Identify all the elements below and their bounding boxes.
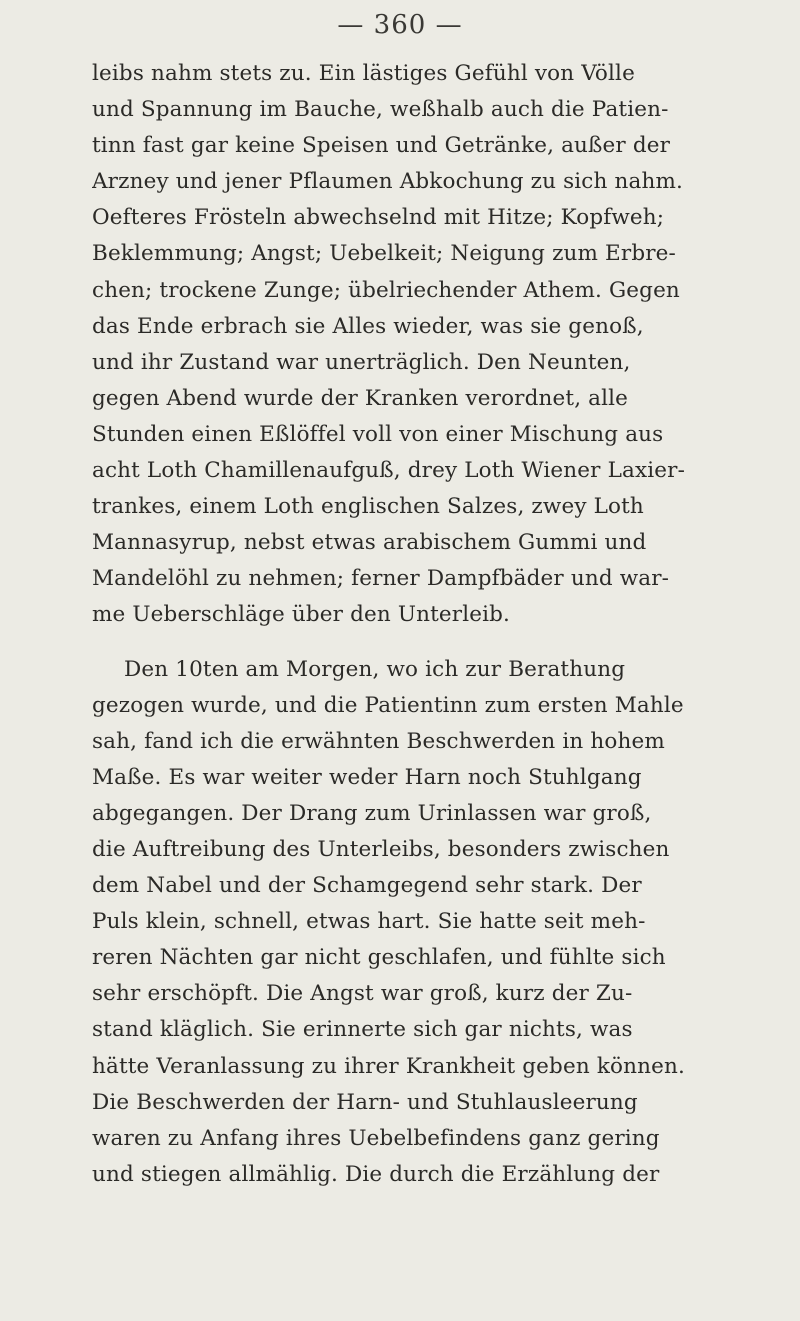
text-line: Puls klein, schnell, etwas hart. Sie hatte seit meh- <box>92 909 646 935</box>
text-line: tinn fast gar keine Speisen und Getränke, außer der <box>92 133 671 159</box>
text-line: Beklemmung; Angst; Uebelkeit; Neigung zum Erbre- <box>92 241 676 267</box>
text-line: und Spannung im Bauche, weßhalb auch die Patien- <box>92 97 669 123</box>
text-line: me Ueberschläge über den Unterleib. <box>92 602 511 628</box>
text-line: Den 10ten am Morgen, wo ich zur Berathung <box>124 656 626 682</box>
text-line: die Auftreibung des Unterleibs, besonders zwischen <box>92 836 670 862</box>
paragraph <box>92 652 732 1193</box>
text-line: Oefteres Frösteln abwechselnd mit Hitze; Kopfweh; <box>92 205 665 231</box>
text-line: Mandelöhl zu nehmen; ferner Dampfbäder und war- <box>92 566 670 592</box>
text-line: gezogen wurde, und die Patientinn zum ersten Mahle <box>92 692 684 718</box>
text-line: hätte Veranlassung zu ihrer Krankheit geben können. <box>92 1053 685 1079</box>
text-line: reren Nächten gar nicht geschlafen, und fühlte sich <box>92 945 666 971</box>
text-line: dem Nabel und der Schamgegend sehr stark. Der <box>92 873 642 899</box>
text-line: leibs nahm stets zu. Ein lästiges Gefühl von Völle <box>92 61 635 86</box>
text-line: und ihr Zustand war unerträglich. Den Neunten, <box>92 349 631 375</box>
text-line: Arzney und jener Pflaumen Abkochung zu sich nahm. <box>92 169 683 195</box>
paragraph <box>92 56 732 634</box>
text-line: sehr erschöpft. Die Angst war groß, kurz der Zu- <box>92 981 633 1007</box>
text-line: Stunden einen Eßlöffel voll von einer Mischung aus <box>92 421 664 447</box>
text-line: Maße. Es war weiter weder Harn noch Stuhlgang <box>92 764 642 790</box>
text-line: Die Beschwerden der Harn- und Stuhlausleerung <box>92 1089 638 1115</box>
text-line: Mannasyrup, nebst etwas arabischem Gummi und <box>92 530 647 556</box>
text-line: trankes, einem Loth englischen Salzes, zwey Loth <box>92 494 644 520</box>
text-line: waren zu Anfang ihres Uebelbefindens ganz gering <box>92 1125 660 1151</box>
text-line: das Ende erbrach sie Alles wieder, was sie genoß, <box>92 313 644 339</box>
text-line: chen; trockene Zunge; übelriechender Athem. Gegen <box>92 277 680 303</box>
text-line: und stiegen allmählig. Die durch die Erzählung der <box>92 1161 660 1187</box>
body-text <box>92 56 732 1193</box>
text-line: acht Loth Chamillenaufguß, drey Loth Wiener Laxier- <box>92 458 685 484</box>
page-number-header: — 360 — <box>337 10 463 40</box>
text-line: stand kläglich. Sie erinnerte sich gar nichts, was <box>92 1017 633 1043</box>
text-line: gegen Abend wurde der Kranken verordnet, alle <box>92 385 629 411</box>
paragraph-gap <box>92 634 732 652</box>
text-line: abgegangen. Der Drang zum Urinlassen war groß, <box>92 800 652 826</box>
text-line: sah, fand ich die erwähnten Beschwerden in hohem <box>92 728 665 754</box>
